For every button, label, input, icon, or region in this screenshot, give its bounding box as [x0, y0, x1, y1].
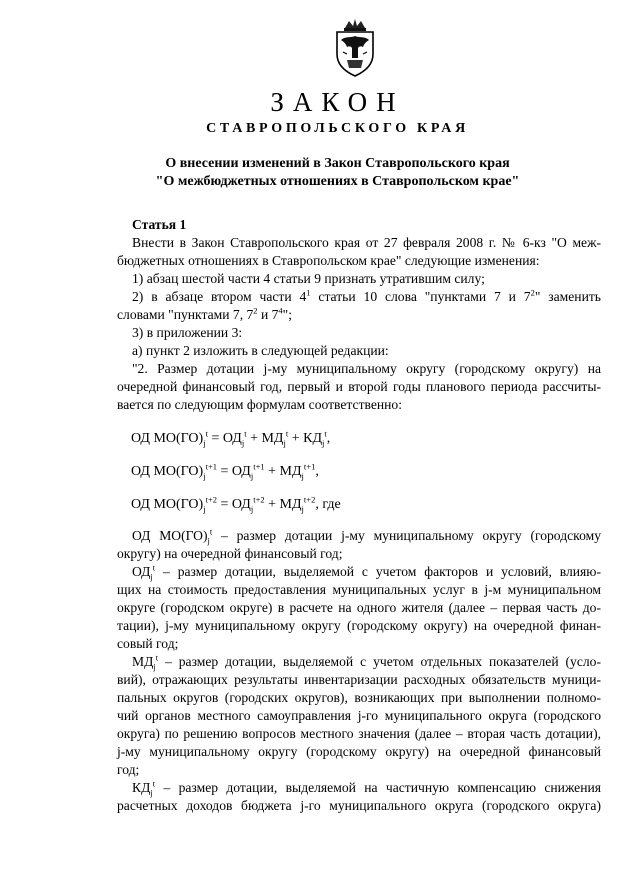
formula-3: ОД $МО(ГО)_j^{t+2} = ОД_j^{t+2} + МД_j^{t+2}$, где: [131, 494, 341, 514]
heading-line-1: О внесении изменений в Закон Ставропольского края: [165, 156, 510, 171]
def-4-line-1: $КД_j^t$ – размер дотации, выделяемой на частичную компенсацию снижения: [132, 778, 601, 798]
def-3-line-7: год;: [117, 762, 140, 777]
heading-line-2: "О межбюджетных отношениях в Ставропольском крае": [155, 174, 520, 189]
formula-2: ОД $МО(ГО)_j^{t+1} = ОД_j^{t+1} + МД_j^{t+1}$,: [131, 461, 319, 481]
article-item-2: 2) в абзаце втором части $4^1$ статьи 10 слова "пунктами 7 и $7^2$" заменить: [132, 287, 601, 304]
article-intro-line-1: Внести в Закон Ставропольского края от 27 февраля 2008 г. № 6-кз "О меж-: [132, 235, 601, 250]
law-title: ЗАКОН: [270, 87, 405, 117]
law-heading: [0, 155, 639, 191]
def-1-line-1: ОД $МО(ГО)_j^t$ – размер дотации j-му муниципальному округу (городскому: [132, 526, 602, 546]
def-3-line-2: вий), отражающих результаты инвентаризации расходных обязательств муници-: [117, 672, 601, 687]
def-2-line-3: округе (городском округе) в расчете на одного жителя (далее – первая часть до-: [117, 600, 601, 615]
formula-1: ОД $МО(ГО)_j^t = ОД_j^t + МД_j^t + КД_j^t$,: [131, 428, 331, 448]
article-item-3a: а) пункт 2 изложить в следующей редакции:: [132, 343, 389, 358]
article-item-3: 3) в приложении 3:: [132, 325, 243, 340]
definitions-block: [117, 527, 601, 815]
quote-line-3: вается по следующим формулам соответственно:: [117, 397, 403, 412]
article-item-1: 1) абзац шестой части 4 статьи 9 признать утратившим силу;: [132, 271, 485, 286]
def-2-line-4: тации), j-му муниципальному округу (городскому округу) на очередной финан-: [117, 618, 601, 633]
article-intro-line-2: бюджетных отношениях в Ставропольском крае" следующие изменения:: [117, 253, 540, 268]
quote-line-2: очередной финансовый год, первый и второй годы планового периода рассчиты-: [117, 379, 601, 394]
law-subtitle: СТАВРОПОЛЬСКОГО КРАЯ: [206, 121, 469, 136]
article-block: [117, 216, 601, 414]
def-1-line-2: округу) на очередной финансовый год;: [117, 546, 343, 561]
def-4-line-2: расчетных доходов бюджета j-го муниципального округа (городского округа): [117, 798, 601, 813]
def-2-line-2: щих на стоимость предоставления муниципальных услуг в j-м муниципальном: [117, 582, 601, 597]
article-label: Статья 1: [132, 217, 187, 232]
def-3-line-3: пальных округов (городских округов), возникающих при выполнении полномо-: [117, 690, 601, 705]
quote-line-1: "2. Размер дотации j-му муниципальному округу (городскому округу) на: [132, 361, 601, 376]
def-3-line-1: $МД_j^t$ – размер дотации, выделяемой с учетом отдельных показателей (усло-: [132, 652, 601, 672]
def-2-line-5: совый год;: [117, 636, 179, 651]
def-3-line-4: чий органов местного самоуправления j-го муниципального округа (городского: [117, 708, 601, 723]
def-3-line-6: j-му муниципальному округу (городскому округу) на очередной финансовый: [117, 744, 601, 759]
article-item-2-cont: словами "пунктами 7, $7^2$ и $7^4$";: [117, 305, 292, 322]
coat-of-arms-icon: [331, 18, 379, 78]
def-2-line-1: $ОД_j^t$ – размер дотации, выделяемой с учетом факторов и условий, влияю-: [132, 562, 601, 582]
def-3-line-5: округа) по решению вопросов местного значения (далее – вторая часть дотации),: [117, 726, 601, 741]
